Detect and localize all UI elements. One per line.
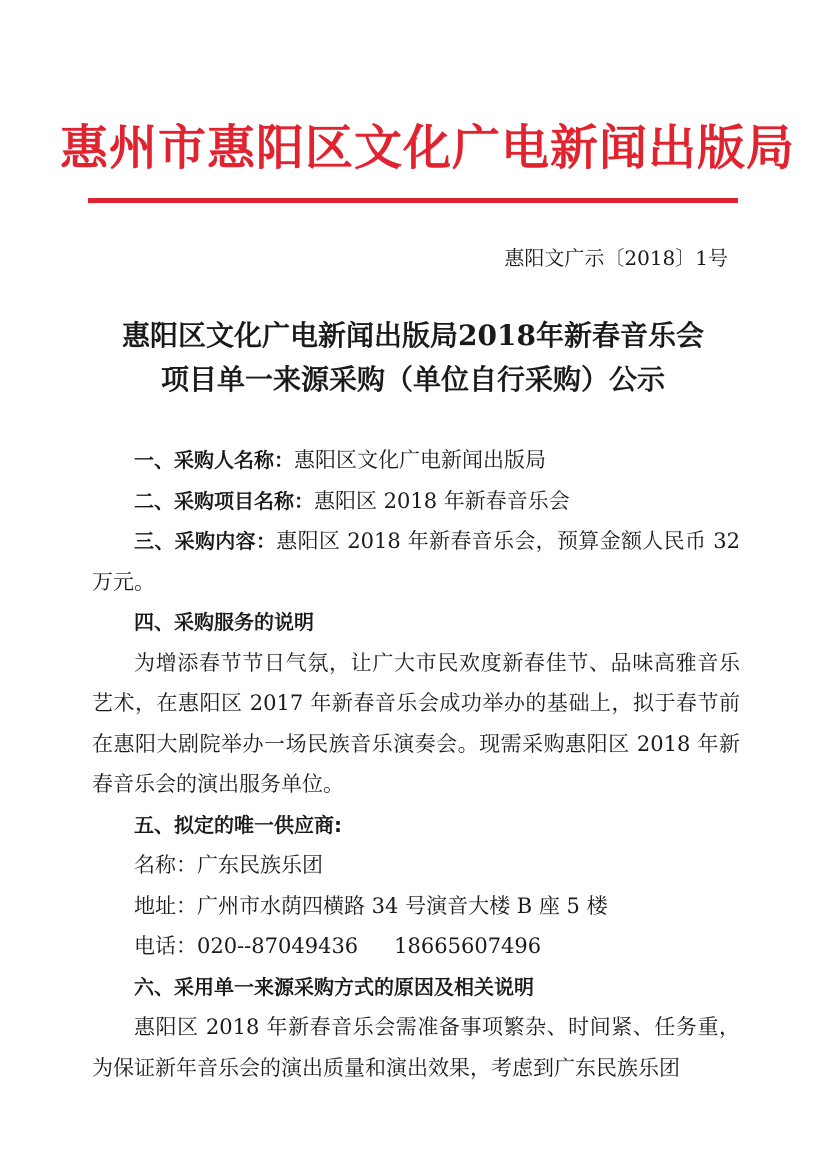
section-project-name-label: 二、采购项目名称： [134,488,314,513]
section-service-text: 为增添春节节日气氛，让广大市民欢度新春佳节、品味高雅音乐艺术，在惠阳区 2017 年新春音乐会成功举办的基础上，拟于春节前在惠阳大剧院举办一场民族音乐演奏会。现需采购惠阳区 2018 年新春音乐会的演出服务单位。 [92,650,740,796]
supplier-name: 名称：广东民族乐团 [134,853,323,877]
section-purchaser-label: 一、采购人名称： [134,448,294,472]
supplier-phone-1: 电话：020--87049436 [134,934,359,958]
section-project-name-value: 惠阳区 2018 年新春音乐会 [314,488,570,513]
section-purchaser-value: 惠阳区文化广电新闻出版局 [294,448,546,472]
document-number: 惠阳文广示〔2018〕1号 [504,246,728,270]
notice-title-line-1: 惠阳区文化广电新闻出版局2018年新春音乐会 [122,319,704,352]
supplier-phone-2: 18665607496 [394,934,542,958]
org-letterhead-title: 惠州市惠阳区文化广电新闻出版局 [60,120,796,176]
section-purchaser [92,440,740,481]
section-content-label: 三、采购内容： [134,529,277,553]
notice-title-line-2: 项目单一来源采购（单位自行采购）公示 [160,363,665,396]
supplier-phone [92,926,740,967]
notice-body [92,440,740,1088]
section-content-value: 惠阳区 2018 年新春音乐会，预算金额人民币 32 万元。 [92,529,740,594]
notice-title [60,314,766,402]
section-reason-text: 惠阳区 2018 年新春音乐会需准备事项繁杂、时间紧、任务重，为保证新年音乐会的演出质量和演出效果，考虑到广东民族乐团 [92,1015,740,1080]
section-content [92,521,740,602]
supplier-address: 地址：广州市水荫四横路 34 号演音大楼 B 座 5 楼 [134,893,608,918]
letterhead-red-rule [88,198,738,203]
section-project-name [92,481,740,522]
section-supplier-heading: 五、拟定的唯一供应商: [134,812,342,837]
section-service-heading: 四、采购服务的说明 [134,610,314,634]
section-reason-heading: 六、采用单一来源采购方式的原因及相关说明 [134,974,534,999]
